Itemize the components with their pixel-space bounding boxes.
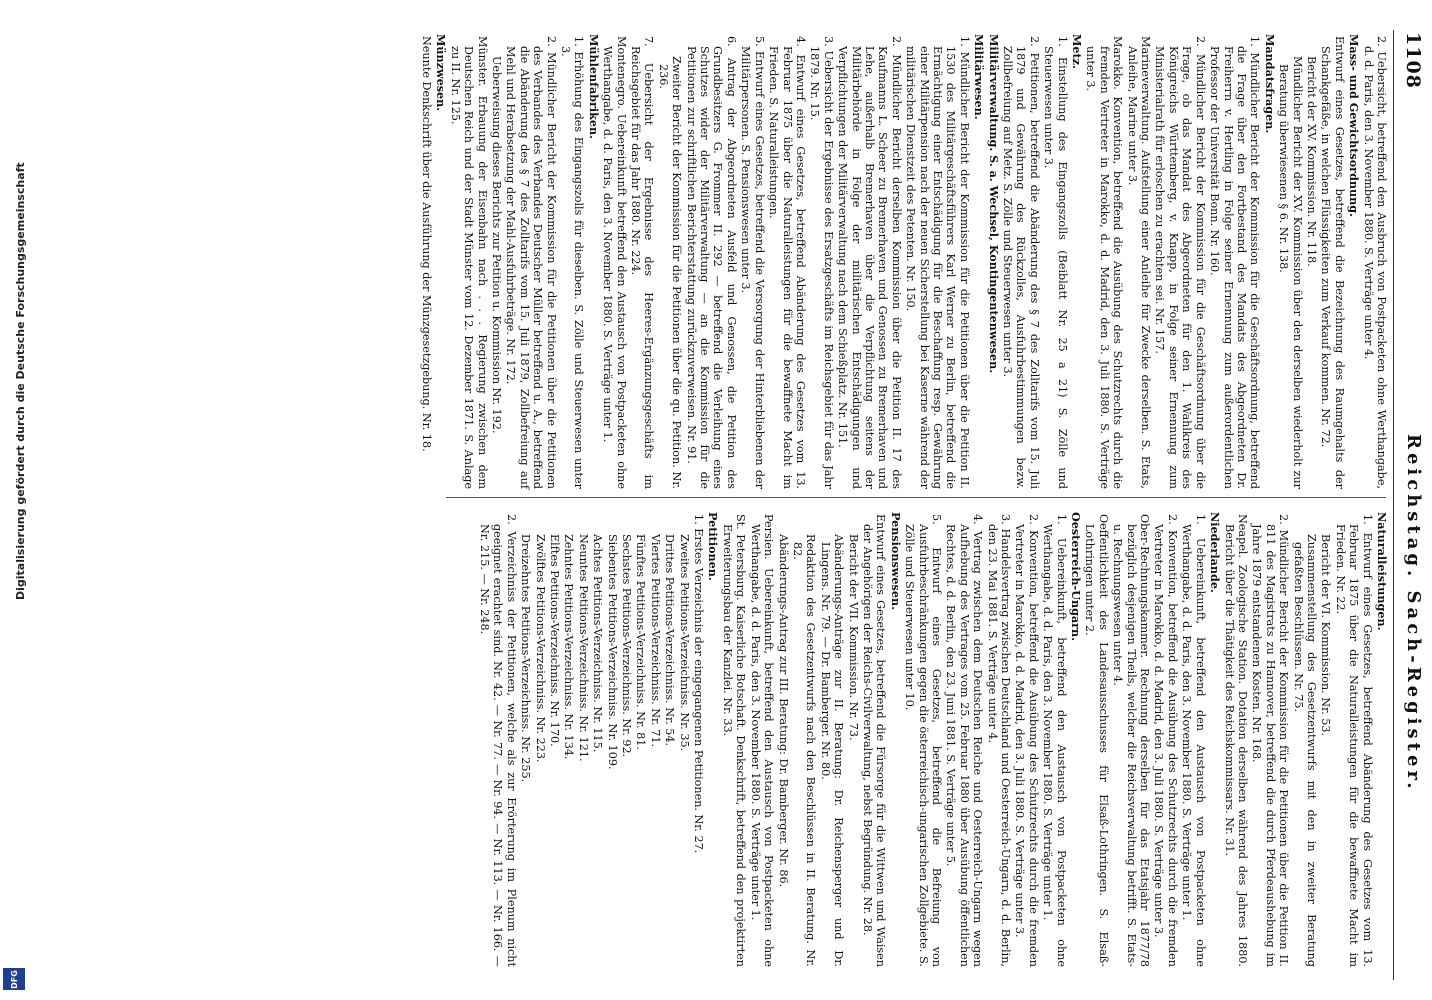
index-entry: Entwurf eines Gesetzes, betreffend die Fürsorge für die Wittwen und Waisen der Angehörigen der Reichs-Civilverwaltung, nebst Begründung. Nr. 28. <box>860 514 888 967</box>
index-entry: 2. Konvention, betreffend die Ausübung des Schutzrechts durch die fremden Vertreter in Marokko, d. d. Madrid, den 3. Juli 1880. S. Verträge unter 3. <box>1152 514 1179 967</box>
index-entry: Zweiter Bericht der Kommission für die Petitionen über die qu. Petition. Nr. 236. <box>656 56 684 489</box>
index-entry: 2. Mündlicher Bericht derselben Kommission über die Petition II. 17 des Kaufmanns L. Scheer zu Bremerhaven und Genossen zu Bremerhaven und Lehe, außerhalb Bremerhaven über die Verpflichtung seitens der Militärbehörde in Folge der militärischen Entschädigungen und Verpflichtungen der Militärverwaltung nach dem Schießplatz. Nr. 151. <box>836 36 903 489</box>
index-entry: Bericht der VII. Kommission. Nr. 73. <box>846 534 860 741</box>
running-title: Reichstag. Sach-Register. <box>1403 434 1424 793</box>
index-entry: 1. Uebereinkunft, betreffend den Austausch von Postpacketen ohne Werthangabe, d. d. Paris, den 3. November 1880. S. Verträge unter 1. <box>1180 514 1207 967</box>
index-entry: 1. Entwurf eines Gesetzes, betreffend Abänderung des Gesetzes vom 13. Februar 1875 über die Naturalleistungen für die bewaffnete Macht im Frieden. Nr. 22. <box>1333 514 1374 967</box>
index-entry: 1. Mündlicher Bericht der Kommission für die Petitionen über die Petition II. 1530 des Militärgeschäftsführers Karl Werner zu Berlin, betreffend die Ermächtigung einer Entschädigung für die Beschaffung resp. Gewährung einer Militärpension nach der neuen Sicherstellung bei Kaserne während der militärischen Dienstzeit des Petenten. Nr. 150. <box>904 36 971 489</box>
column-divider <box>446 497 1386 498</box>
right-column <box>477 512 1388 967</box>
index-heading: Oesterreich-Ungarn. <box>1069 512 1084 642</box>
index-entry: Persien. Uebereinkunft, betreffend den Austausch von Postpacketen ohne Werthangabe, d. d. Paris, den 3. November 1880. S. Verträge unter 1. <box>748 514 776 967</box>
index-entry: Zusammenstellung des Gesetzentwurfs mit den in zweiter Beratung gefaßten Beschlüssen. Nr. 75. <box>1291 534 1318 967</box>
index-entry: 3. Handelsvertrag zwischen Deutschland und Oesterreich-Ungarn, d. d. Berlin, den 23. Mai 1881. S. Verträge unter 4. <box>985 514 1013 967</box>
index-entry: Abänderungs-Antrag zur III. Beratung: Dr. Bamberger. Nr. 86. <box>776 534 790 888</box>
index-entry: 2. Petitionen, betreffend die Abänderung des § 7 des Zolltarifs vom 15. Juli 1879 und Gewährung des Rückzolles, Ausfuhrbestimmungen bezw. Zollbefreiung auf Metz. S. Zölle und Steuerwesen unter 3. <box>1001 36 1041 489</box>
dfg-logo <box>3 968 25 990</box>
index-entry: 2. Uebersicht, betreffend den Ausbruch von Postpacketen ohne Werthangabe, d. d. Paris, den 3. November 1880. S. Verträge unter 4. <box>1361 36 1388 489</box>
index-entry: Sechstes Petitions-Verzeichniss. Nr. 92. <box>620 534 634 758</box>
index-entry: St. Petersburg. Kaiserliche Botschaft. Denkschrift, betreffend den projektirten Erweiterungsbau der Kanzlei. Nr. 33. <box>720 514 748 967</box>
index-entry: Entwurf eines Gesetzes, betreffend die Bezeichnung des Raumgehalts der Schankgefäße, in welchen Flüssigkeiten zum Verkauf kommen. Nr. 72. <box>1319 36 1346 489</box>
index-entry: Bericht der XV. Kommission. Nr. 118. <box>1304 56 1318 267</box>
index-entry: Viertes Petitions-Verzeichniss. Nr. 71. <box>648 534 662 748</box>
index-entry: 7. Uebersicht der Ergebnisse des Heeres-Ergänzungsgeschäfts im Reichsgebiet für das Jahr 1880. Nr. 224. <box>629 36 656 489</box>
index-heading: Mühlenfabriken. <box>586 34 601 140</box>
index-entry: 4. Vertrag zwischen dem Deutschen Reiche und Oesterreich-Ungarn wegen Aufhebung des Vertrages vom 25. Februar 1880 über Ausübung öffentlichen Rechtes, d. d. Berlin, den 23. Juni 1881. S. Verträge unter 5. <box>944 514 985 967</box>
index-entry: 5. Entwurf eines Gesetzes, betreffend die Befreiung von Ausfuhrbeschränkungen gegen die österreichisch-ungarischen Zollgebiete. S. Zölle und Steuerwesen unter 10. <box>903 514 943 967</box>
index-entry: Zweites Petitions-Verzeichniss. Nr. 35. <box>677 534 691 752</box>
index-heading: Naturalleistungen. <box>1375 512 1389 631</box>
index-entry: Drittes Petitions-Verzeichniss. Nr. 54. <box>663 534 677 747</box>
index-entry: 6. Antrag der Abgeordneten Ausfeld und Genossen, die Petition des Grundbesitzers G. Frommer II. 292 — betreffend die Verleihung eines Schutzes wider der Militärverwaltung — an die Kommission für die Petitionen zur schriftlichen Berichterstattung zurückzuverweisen. Nr. 91. <box>684 36 738 489</box>
index-entry: Redaktion des Gesetzentwurfs nach den Beschlüssen in II. Beratung. Nr. 82. <box>790 534 818 967</box>
left-column <box>419 34 1388 489</box>
index-entry: Bericht der VI. Kommission. Nr. 53. <box>1319 534 1333 737</box>
header-rule <box>1393 30 1394 980</box>
index-entry: 4. Entwurf eines Gesetzes, betreffend Abänderung des Gesetzes vom 13. Februar 1875 über die Naturalleistungen für die bewaffnete Macht im Frieden. S. Naturalleistungen. <box>767 36 807 489</box>
index-entry: 3. Uebersicht der Ergebnisse des Ersatzgeschäfts im Reichsgebiet für das Jahr 1879. Nr. 15. <box>808 36 835 489</box>
index-entry: Mündlicher Bericht der XV. Kommission über den derselben wiederholt zur Beratung überwiesenen § 6. Nr. 138. <box>1277 56 1304 489</box>
index-heading: Militärverwaltung. S. a. Wechsel, Kontingentenwesen. <box>986 34 1001 374</box>
index-entry: Neapel. Zoologische Station. Dotation derselben während des Jahres 1880. Bericht über die Thätigkeit des Reichskommissars. Nr. 31. <box>1222 514 1249 967</box>
index-entry: Ueberweisung dieses Berichts zur Petition u. Kommission Nr. 192. <box>490 56 503 434</box>
index-entry: Dreizehntes Petitions-Verzeichniss. Nr. 255. <box>519 534 533 783</box>
index-entry: Abänderungs-Anträge zur II. Beratung: Dr. Reichensperger und Dr. Lingens. Nr. 79. — Dr. Bamberger. Nr. 80. <box>818 534 846 967</box>
index-entry: Fünftes Petitions-Verzeichniss. Nr. 81. <box>634 534 648 750</box>
index-entry: Marineverwaltung. Aufstellung einer Anleihe für Zwecke derselben. S. Etats, Anleihe, Marine unter 3. <box>1125 36 1153 489</box>
index-entry: 2. Konvention, betreffend die Ausübung des Schutzrechts durch die fremden Vertreter in Marokko, d. d. Madrid, den 3. Juli 1880. S. Verträge unter 3. <box>1013 514 1040 967</box>
index-heading: Münzwesen. <box>434 34 449 112</box>
index-entry: Ober-Rechnungskammer. Rechnung derselben für das Etatsjahr 1877/78 bezüglich desjenigen Theils, welcher die Reichsverwaltung betrifft. S. Etats- u. Rechnungswesen unter 4. <box>1111 514 1152 967</box>
index-entry: 2. Mündlicher Bericht der Kommission für die Geschäftsordnung über die Frage, ob das Mandat des Abgeordneten für den 1. Wahlkreis des Königreichs Württemberg, v. Knapp, in Folge seiner Ernennung zum Ministerialrath für erloschen zu erachten sei. Nr. 157. <box>1153 36 1207 489</box>
digitization-note: Digitalisierung gefördert durch die Deutsche Forschungsgemeinschaft <box>14 162 27 600</box>
index-entry: Marokko. Konvention, betreffend die Ausübung des Schutzrechts durch die fremden Vertreter in Marokko, d. d. Madrid, den 3. Juli 1880. S. Verträge unter 3. <box>1084 36 1125 489</box>
index-heading: Niederlande. <box>1208 512 1223 593</box>
index-heading: Petitionen. <box>706 512 721 581</box>
index-entry: 2. Mündlicher Bericht der Kommission für die Petitionen über die Petitionen des Verbandes des Verbandes Deutscher Müller betreffend u. A., betreffend die Abänderung des § 7 des Zolltarifs vom 15. Juli 1879, Zollbefreiung auf Mehl und Herabsetzung der Mahl-Ausfuhrbeträge. Nr. 172. <box>504 36 558 489</box>
index-entry: 5. Entwurf eines Gesetzes, betreffend die Versorgung der Hinterbliebenen der Militärpersonen. S. Pensionswesen unter 3. <box>739 36 766 489</box>
index-entry: Elftes Petitions-Verzeichniss. Nr. 170. <box>548 534 562 747</box>
index-entry: Montenegro. Uebereinkunft betreffend den Austausch von Postpacketen ohne Werthangabe, d. d. Paris, den 3. November 1880. S. Verträge unter 1. <box>601 36 628 489</box>
index-heading: Pensionswesen. <box>888 512 903 610</box>
index-entry: Oeffentlichkeit des Landesausschusses für Elsaß-Lothringen. S. Elsaß-Lothringen unter 2. <box>1083 514 1110 967</box>
index-entry: Achtes Petitions-Verzeichniss. Nr. 115. <box>591 534 605 753</box>
index-entry: Siebentes Petitions-Verzeichniss. Nr. 109. <box>605 534 619 770</box>
index-entry: 1. Erhöhung des Eingangszolls für dieselben. S. Zölle und Steuerwesen unter 3. <box>559 36 586 489</box>
dfg-logo-text: DFG <box>9 969 19 989</box>
digitization-footer <box>0 0 30 1000</box>
index-heading: Metz. <box>1070 34 1085 69</box>
index-entry: Neunte Denkschrift über die Ausführung der Münzgesetzgebung. Nr. 18. <box>419 36 433 452</box>
index-entry: Zehntes Petitions-Verzeichniss. Nr. 134. <box>562 534 576 760</box>
page-number: 1108 <box>1402 32 1424 89</box>
index-entry: 1. Mündlicher Bericht der Kommission für die Geschäftsordnung, betreffend die Frage über den Fortbestand des Mandats des Abgeordneten Dr. Freiherrn v. Hertling in Folge seiner Ernennung zum außerordentlichen Professor der Universität Bonn. Nr. 160. <box>1208 36 1262 489</box>
index-entry: 1. Erstes Verzeichnis der eingegangenen Petitionen. Nr. 27. <box>692 514 706 854</box>
index-heading: Mass- und Gewichtsordnung. <box>1347 34 1362 218</box>
index-entry: Neuntes Petitions-Verzeichniss. Nr. 121. <box>576 534 590 762</box>
index-entry: 2. Mündlicher Bericht der Kommission für die Petitionen über die Petition II. 811 des Magistrats zu Hannover, betreffend die durch Pferdeaushebung im Jahre 1879 entstandenen Kosten. Nr. 168. <box>1250 514 1291 967</box>
index-entry: 2. Verzeichniss der Petitionen, welche als zur Erörterung im Plenum nicht geeignet erachtet sind. Nr. 42. — Nr. 77. — Nr. 94. — Nr. 113. — Nr. 166. — Nr. 215. — Nr. 248. <box>478 514 518 967</box>
index-entry: 1. Uebereinkunft, betreffend den Austausch von Postpacketen ohne Werthangabe, d. d. Paris, den 3. November 1880. S. Verträge unter 1. <box>1041 514 1068 967</box>
index-heading: Militärwesen. <box>972 34 987 120</box>
index-heading: Mandatsfragen. <box>1262 34 1277 134</box>
index-entry: Münster. Erbauung der Eisenbahn nach . . . Regierung zwischen dem Deutschen Reich und der Stadt Münster vom 12. Dezember 1871. S. Anlage zu II. Nr. 125. <box>448 36 489 489</box>
index-entry: Zwölftes Petitions-Verzeichniss. Nr. 223. <box>533 534 547 763</box>
index-entry: 1. Einstellung des Eingangszolls (Beiblatt Nr. 25 a 21) S. Zölle und Steuerwesen unter 3. <box>1042 36 1069 489</box>
